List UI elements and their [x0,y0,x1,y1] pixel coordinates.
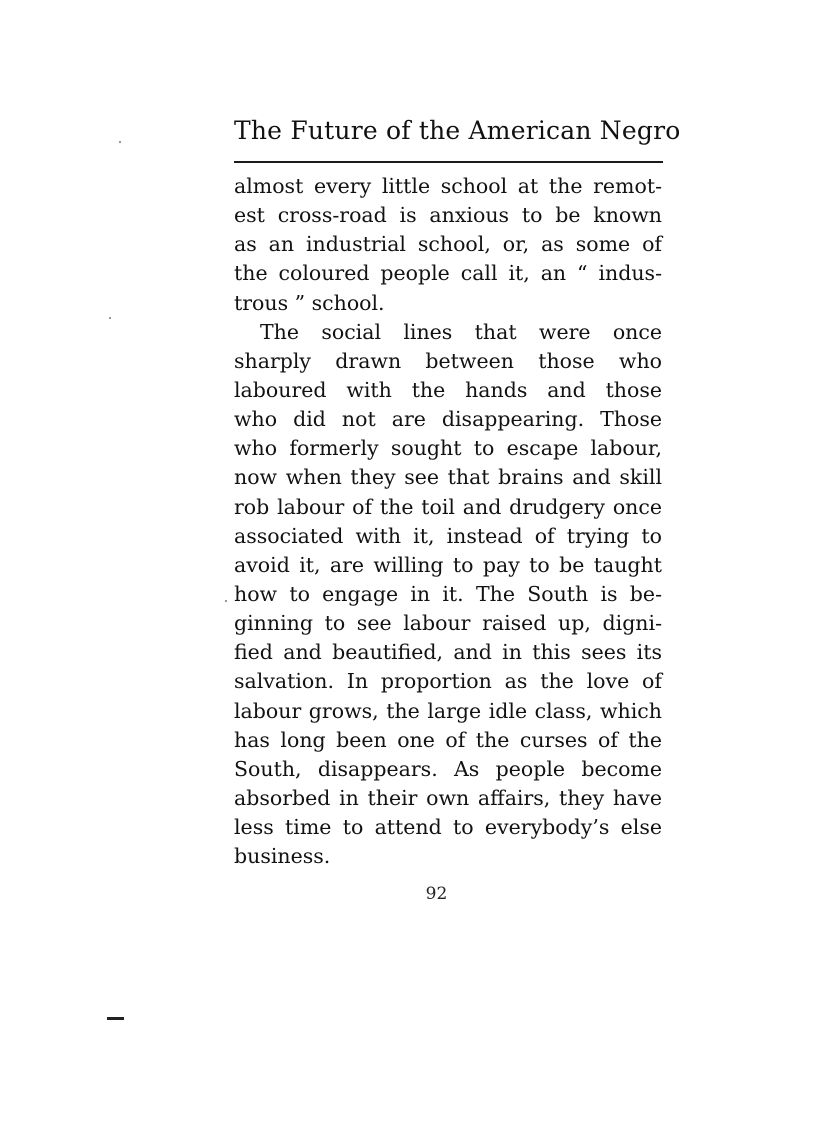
text-line: trous ” school. [234,290,385,315]
running-head: The Future of the American Negro [234,116,681,145]
text-line: who formerly sought to escape labour, [234,436,662,461]
text-line: who did not are disappearing. Those [234,407,662,432]
text-line: avoid it, are willing to pay to be taught [234,552,662,577]
text-line: salvation. In proportion as the love of [234,669,662,694]
text-line: The social lines that were once [260,319,662,344]
body-text [234,172,662,871]
text-line: labour grows, the large idle class, which [234,698,662,723]
scan-speck [119,141,121,143]
text-line: almost every little school at the remot- [234,174,662,198]
text-line: laboured with the hands and those [234,377,662,402]
text-line: less time to attend to everybody’s else [234,815,662,840]
page-number: 92 [425,884,448,904]
scan-speck [109,317,111,319]
text-line: the coloured people call it, an “ indus- [234,261,662,286]
header-rule [234,161,663,163]
text-line: South, disappears. As people become [234,756,662,781]
scan-mark [107,1017,124,1020]
text-line: how to engage in it. The South is be- [234,581,662,606]
text-line: now when they see that brains and skill [234,465,662,490]
text-line: rob labour of the toil and drudgery once [234,494,662,519]
text-line: absorbed in their own affairs, they have [234,785,662,810]
text-line: associated with it, instead of trying to [234,523,662,548]
scan-speck [225,600,227,602]
text-line: sharply drawn between those who [234,348,662,373]
text-line: as an industrial school, or, as some of [234,232,662,257]
text-line: est cross-road is anxious to be known [234,203,662,228]
text-line: business. [234,844,331,869]
text-line: fied and beautified, and in this sees its [234,640,662,665]
text-line: ginning to see labour raised up, digni- [234,611,662,636]
text-line: has long been one of the curses of the [234,727,662,752]
